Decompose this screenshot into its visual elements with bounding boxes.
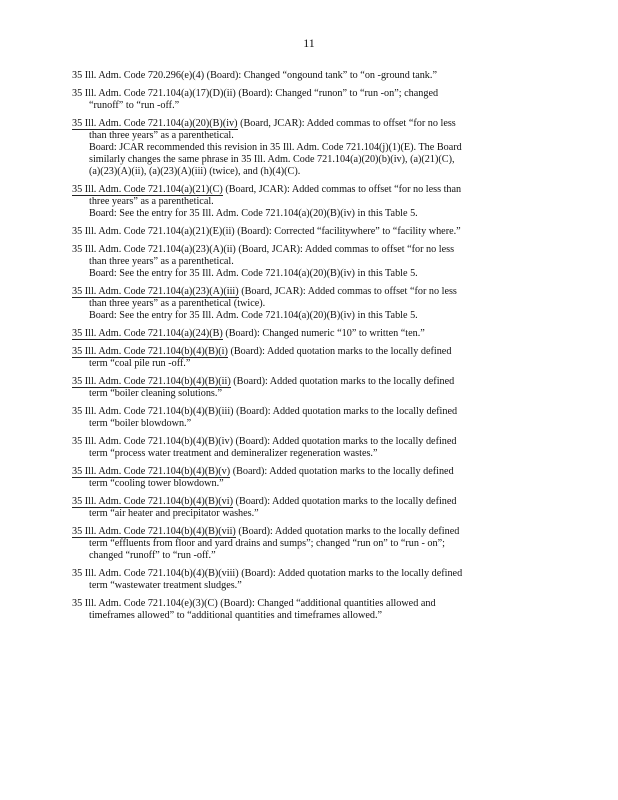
- amendment-entry: [72, 436, 542, 460]
- underlined-citation: 35 Ill. Adm. Code 721.104(b)(4)(B)(vii): [72, 526, 236, 537]
- entry-list: [72, 70, 542, 628]
- entry-continuation-line: [72, 208, 542, 220]
- underlined-citation: 35 Ill. Adm. Code 721.104(a)(23)(A)(iii): [72, 286, 239, 297]
- amendment-entry: [72, 226, 542, 238]
- entry-citation-line: [72, 226, 542, 238]
- entry-continuation-line: [72, 388, 542, 400]
- underlined-citation: 35 Ill. Adm. Code 721.104(b)(4)(B)(vi): [72, 496, 233, 507]
- entry-citation-line: [72, 286, 542, 298]
- entry-text: term “boiler blowdown.”: [89, 418, 192, 429]
- entry-text: term “boiler cleaning solutions.”: [89, 388, 222, 399]
- entry-text: 35 Ill. Adm. Code 721.104(a)(23)(A)(ii) (Board, JCAR): Added commas to offset “for no less: [72, 244, 455, 255]
- entry-text: (Board): Added quotation marks to the locally defined: [230, 466, 454, 477]
- amendment-entry: [72, 88, 542, 112]
- entry-text: (Board): Added quotation marks to the locally defined: [235, 526, 460, 537]
- amendment-entry: [72, 526, 542, 562]
- entry-text: term “process water treatment and demineralizer regeneration wastes.”: [89, 448, 378, 459]
- entry-continuation-line: [72, 610, 542, 622]
- amendment-entry: [72, 118, 542, 178]
- underlined-citation: 35 Ill. Adm. Code 721.104(b)(4)(B)(v): [72, 466, 231, 477]
- amendment-entry: [72, 244, 542, 280]
- entry-text: similarly changes the same phrase in 35 Ill. Adm. Code 721.104(a)(20)(b)(iv), (a)(21)(C),: [89, 154, 455, 165]
- entry-citation-line: [72, 184, 542, 196]
- amendment-entry: [72, 286, 542, 322]
- entry-citation-line: [72, 406, 542, 418]
- entry-text: (Board, JCAR): Added commas to offset “for no less: [238, 286, 457, 297]
- underlined-citation: 35 Ill. Adm. Code 721.104(a)(24)(B): [72, 328, 223, 339]
- underlined-citation: 35 Ill. Adm. Code 721.104(b)(4)(B)(i): [72, 346, 228, 357]
- amendment-entry: [72, 328, 542, 340]
- entry-continuation-line: [72, 538, 542, 550]
- entry-text: Board: See the entry for 35 Ill. Adm. Code 721.104(a)(20)(B)(iv) in this Table 5.: [89, 268, 418, 279]
- entry-text: term “coal pile run -off.”: [89, 358, 191, 369]
- entry-continuation-line: [72, 196, 542, 208]
- entry-text: three years” as a parenthetical.: [89, 196, 214, 207]
- page-number: 11: [303, 36, 315, 50]
- entry-text: than three years” as a parenthetical (twice).: [89, 298, 266, 309]
- underlined-citation: 35 Ill. Adm. Code 721.104(b)(4)(B)(ii): [72, 376, 231, 387]
- entry-continuation-line: [72, 358, 542, 370]
- entry-text: term “air heater and precipitator washes.”: [89, 508, 259, 519]
- entry-citation-line: [72, 466, 542, 478]
- entry-text: 35 Ill. Adm. Code 721.104(b)(4)(B)(iv) (Board): Added quotation marks to the locally defined: [72, 436, 457, 447]
- entry-text: (a)(23)(A)(ii), (a)(23)(A)(iii) (twice), and (h)(4)(C).: [89, 166, 301, 177]
- entry-citation-line: [72, 598, 542, 610]
- entry-text: 35 Ill. Adm. Code 721.104(a)(17)(D)(ii) (Board): Changed “runon” to “run -on”; changed: [72, 88, 439, 99]
- entry-text: 35 Ill. Adm. Code 721.104(e)(3)(C) (Board): Changed “additional quantities allowed and: [72, 598, 436, 609]
- entry-continuation-line: [72, 130, 542, 142]
- amendment-entry: [72, 70, 542, 82]
- entry-citation-line: [72, 88, 542, 100]
- entry-citation-line: [72, 346, 542, 358]
- entry-text: (Board, JCAR): Added commas to offset “for no less: [237, 118, 456, 129]
- entry-continuation-line: [72, 298, 542, 310]
- entry-text: “runoff” to “run -off.”: [89, 100, 180, 111]
- entry-text: changed “runoff” to “run -off.”: [89, 550, 216, 561]
- entry-text: term “effluents from floor and yard drains and sumps”; changed “run on” to “run - on”;: [89, 538, 445, 549]
- amendment-entry: [72, 496, 542, 520]
- entry-citation-line: [72, 118, 542, 130]
- entry-text: (Board): Added quotation marks to the locally defined: [233, 496, 457, 507]
- entry-text: Board: JCAR recommended this revision in 35 Ill. Adm. Code 721.104(j)(1)(E). The Board: [89, 142, 462, 153]
- entry-citation-line: [72, 526, 542, 538]
- amendment-entry: [72, 598, 542, 622]
- entry-text: than three years” as a parenthetical.: [89, 130, 234, 141]
- entry-continuation-line: [72, 550, 542, 562]
- amendment-entry: [72, 406, 542, 430]
- entry-text: (Board, JCAR): Added commas to offset “for no less than: [222, 184, 462, 195]
- amendment-entry: [72, 346, 542, 370]
- entry-text: 35 Ill. Adm. Code 721.104(a)(21)(E)(ii) (Board): Corrected “facilitywhere” to “facility where.”: [72, 226, 461, 237]
- amendment-entry: [72, 466, 542, 490]
- entry-citation-line: [72, 496, 542, 508]
- entry-citation-line: [72, 376, 542, 388]
- entry-citation-line: [72, 568, 542, 580]
- entry-continuation-line: [72, 268, 542, 280]
- amendment-entry: [72, 568, 542, 592]
- entry-text: 35 Ill. Adm. Code 721.104(b)(4)(B)(iii) (Board): Added quotation marks to the locally defined: [72, 406, 458, 417]
- entry-continuation-line: [72, 166, 542, 178]
- entry-text: term “wastewater treatment sludges.”: [89, 580, 242, 591]
- amendment-entry: [72, 376, 542, 400]
- amendment-entry: [72, 184, 542, 220]
- entry-continuation-line: [72, 418, 542, 430]
- entry-continuation-line: [72, 154, 542, 166]
- entry-citation-line: [72, 436, 542, 448]
- entry-citation-line: [72, 244, 542, 256]
- entry-citation-line: [72, 70, 542, 82]
- entry-continuation-line: [72, 256, 542, 268]
- entry-continuation-line: [72, 142, 542, 154]
- entry-text: 35 Ill. Adm. Code 720.296(e)(4) (Board): Changed “ongound tank” to “on -ground tank.”: [72, 70, 437, 81]
- entry-continuation-line: [72, 508, 542, 520]
- entry-text: (Board): Added quotation marks to the locally defined: [230, 376, 455, 387]
- entry-continuation-line: [72, 580, 542, 592]
- entry-continuation-line: [72, 478, 542, 490]
- entry-continuation-line: [72, 310, 542, 322]
- entry-text: timeframes allowed” to “additional quantities and timeframes allowed.”: [89, 610, 383, 621]
- entry-continuation-line: [72, 448, 542, 460]
- entry-text: (Board): Added quotation marks to the locally defined: [227, 346, 452, 357]
- entry-text: Board: See the entry for 35 Ill. Adm. Code 721.104(a)(20)(B)(iv) in this Table 5.: [89, 310, 418, 321]
- entry-text: (Board): Changed numeric “10” to written “ten.”: [222, 328, 425, 339]
- entry-text: than three years” as a parenthetical.: [89, 256, 234, 267]
- entry-citation-line: [72, 328, 542, 340]
- underlined-citation: 35 Ill. Adm. Code 721.104(a)(21)(C): [72, 184, 223, 195]
- entry-text: term “cooling tower blowdown.”: [89, 478, 224, 489]
- entry-text: 35 Ill. Adm. Code 721.104(b)(4)(B)(viii) (Board): Added quotation marks to the locally defined: [72, 568, 463, 579]
- entry-continuation-line: [72, 100, 542, 112]
- entry-text: Board: See the entry for 35 Ill. Adm. Code 721.104(a)(20)(B)(iv) in this Table 5.: [89, 208, 418, 219]
- underlined-citation: 35 Ill. Adm. Code 721.104(a)(20)(B)(iv): [72, 118, 238, 129]
